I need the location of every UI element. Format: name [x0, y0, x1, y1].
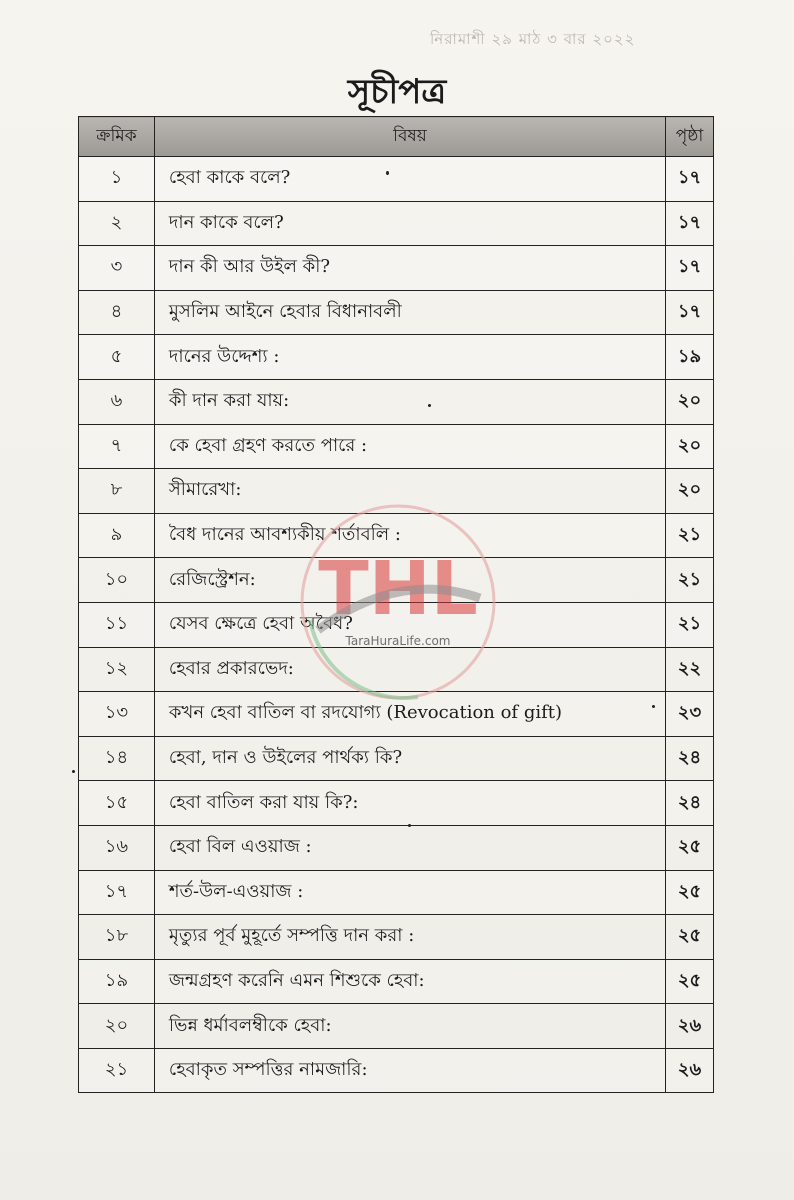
serial-cell: ১৭ — [79, 870, 155, 915]
page-cell: ২৫ — [666, 959, 714, 1004]
subject-cell: হেবার প্রকারভেদ: — [154, 647, 665, 692]
subject-cell: রেজিস্ট্রেশন: — [154, 558, 665, 603]
table-body — [79, 157, 714, 1093]
page-cell: ২৫ — [666, 870, 714, 915]
serial-cell: ৬ — [79, 379, 155, 424]
page-cell: ২৬ — [666, 1004, 714, 1049]
page-cell: ২৪ — [666, 736, 714, 781]
table-row — [79, 513, 714, 558]
serial-cell: ১ — [79, 157, 155, 202]
subject-cell: দান কী আর উইল কী? — [154, 246, 665, 291]
page-cell: ১৭ — [666, 290, 714, 335]
table-row — [79, 781, 714, 826]
table-row — [79, 692, 714, 737]
watermark-logo-text: THL — [318, 546, 478, 632]
scan-speck — [652, 705, 655, 708]
page-cell: ২৫ — [666, 825, 714, 870]
subject-cell: কে হেবা গ্রহণ করতে পারে : — [154, 424, 665, 469]
subject-cell: সীমারেখা: — [154, 469, 665, 514]
scan-speck — [428, 404, 431, 407]
serial-cell: ৭ — [79, 424, 155, 469]
subject-cell: মৃত্যুর পূর্ব মুহূর্তে সম্পত্তি দান করা : — [154, 915, 665, 960]
table-header-row — [79, 117, 714, 157]
table-row — [79, 915, 714, 960]
header-page: পৃষ্ঠা — [666, 117, 714, 157]
subject-cell: যেসব ক্ষেত্রে হেবা অবৈধ? — [154, 602, 665, 647]
subject-cell: দানের উদ্দেশ্য : — [154, 335, 665, 380]
serial-cell: ৩ — [79, 246, 155, 291]
scan-speck — [408, 824, 411, 827]
subject-cell: কখন হেবা বাতিল বা রদযোগ্য (Revocation of gift) — [154, 692, 665, 737]
table-row — [79, 157, 714, 202]
serial-cell: ২ — [79, 201, 155, 246]
table-row — [79, 1048, 714, 1093]
subject-cell: হেবা, দান ও উইলের পার্থক্য কি? — [154, 736, 665, 781]
page-cell: ২৩ — [666, 692, 714, 737]
serial-cell: ১৩ — [79, 692, 155, 737]
serial-cell: ১৪ — [79, 736, 155, 781]
subject-cell: শর্ত-উল-এওয়াজ : — [154, 870, 665, 915]
page-cell: ২৫ — [666, 915, 714, 960]
page-cell: ২০ — [666, 424, 714, 469]
serial-cell: ৫ — [79, 335, 155, 380]
table-row — [79, 558, 714, 603]
serial-cell: ১৮ — [79, 915, 155, 960]
page-cell: ২৬ — [666, 1048, 714, 1093]
table-row — [79, 335, 714, 380]
page-cell: ১৭ — [666, 157, 714, 202]
table-row — [79, 469, 714, 514]
page-cell: ২২ — [666, 647, 714, 692]
serial-cell: ১৬ — [79, 825, 155, 870]
serial-cell: ১৫ — [79, 781, 155, 826]
serial-cell: ৯ — [79, 513, 155, 558]
bleed-through-header: নিরামাশী ২৯ মাঠ ৩ বার ২০২২ — [430, 30, 636, 48]
header-subject: বিষয় — [154, 117, 665, 157]
contents-table — [78, 116, 714, 1093]
page-cell: ১৭ — [666, 246, 714, 291]
page-cell: ২১ — [666, 558, 714, 603]
serial-cell: ২০ — [79, 1004, 155, 1049]
page-cell: ২০ — [666, 379, 714, 424]
table-row — [79, 379, 714, 424]
table-row — [79, 647, 714, 692]
serial-cell: ১০ — [79, 558, 155, 603]
serial-cell: ১১ — [79, 602, 155, 647]
table-row — [79, 201, 714, 246]
subject-cell: জন্মগ্রহণ করেনি এমন শিশুকে হেবা: — [154, 959, 665, 1004]
subject-cell: হেবা বাতিল করা যায় কি?: — [154, 781, 665, 826]
subject-cell: ভিন্ন ধর্মাবলম্বীকে হেবা: — [154, 1004, 665, 1049]
scan-speck — [386, 171, 389, 175]
table-row — [79, 424, 714, 469]
subject-cell: দান কাকে বলে? — [154, 201, 665, 246]
serial-cell: ৪ — [79, 290, 155, 335]
table-row — [79, 736, 714, 781]
page-cell: ১৭ — [666, 201, 714, 246]
page-cell: ২১ — [666, 513, 714, 558]
page-cell: ২৪ — [666, 781, 714, 826]
table-row — [79, 1004, 714, 1049]
serial-cell: ১৯ — [79, 959, 155, 1004]
page-cell: ২০ — [666, 469, 714, 514]
table-row — [79, 959, 714, 1004]
table-row — [79, 825, 714, 870]
header-serial: ক্রমিক — [79, 117, 155, 157]
subject-cell: হেবাকৃত সম্পত্তির নামজারি: — [154, 1048, 665, 1093]
watermark-site: TaraHuraLife.com — [345, 634, 451, 648]
subject-cell: মুসলিম আইনে হেবার বিধানাবলী — [154, 290, 665, 335]
subject-cell: বৈধ দানের আবশ্যকীয় শর্তাবলি : — [154, 513, 665, 558]
serial-cell: ২১ — [79, 1048, 155, 1093]
table-row — [79, 246, 714, 291]
page-cell: ১৯ — [666, 335, 714, 380]
table-row — [79, 290, 714, 335]
table-row — [79, 870, 714, 915]
subject-cell: হেবা বিল এওয়াজ : — [154, 825, 665, 870]
subject-cell: হেবা কাকে বলে? — [154, 157, 665, 202]
scan-speck — [72, 770, 75, 773]
serial-cell: ১২ — [79, 647, 155, 692]
page-title: সূচীপত্র — [347, 72, 447, 112]
page-cell: ২১ — [666, 602, 714, 647]
subject-cell: কী দান করা যায়: — [154, 379, 665, 424]
serial-cell: ৮ — [79, 469, 155, 514]
